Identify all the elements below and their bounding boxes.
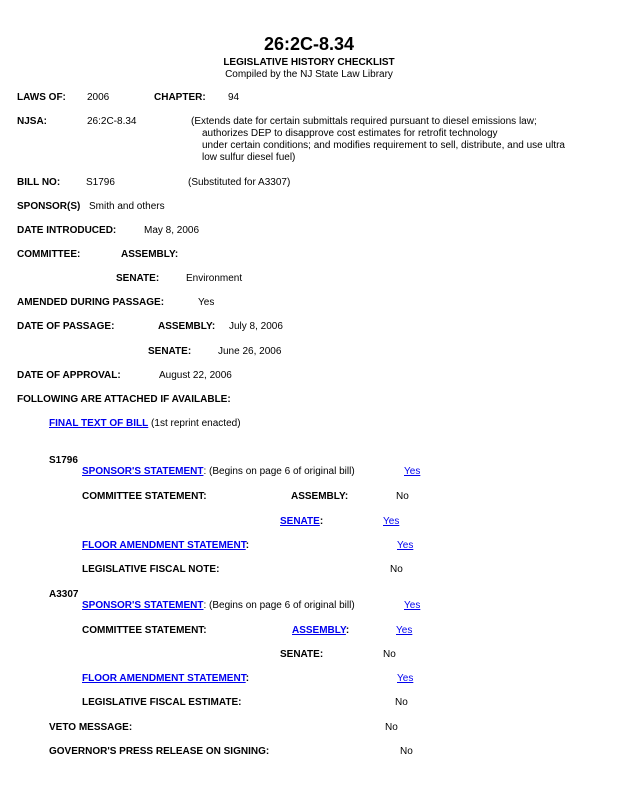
compiled-by: Compiled by the NJ State Law Library [225, 69, 393, 80]
a3307-sponsor-yes-link[interactable]: Yes [404, 600, 421, 611]
press-release-label: GOVERNOR'S PRESS RELEASE ON SIGNING: [49, 746, 270, 757]
sponsor-label: SPONSOR(S) [17, 201, 81, 212]
a3307-committee-label: COMMITTEE STATEMENT: [82, 625, 207, 636]
njsa-desc-line-1: (Extends date for certain submittals required pursuant to diesel emissions law; [191, 116, 537, 127]
passage-senate-value: June 26, 2006 [218, 346, 282, 357]
laws-of-value: 2006 [87, 92, 110, 103]
veto-value: No [385, 722, 398, 733]
a3307-floor-row: FLOOR AMENDMENT STATEMENT: [82, 673, 250, 684]
a3307-fiscal-value: No [395, 697, 408, 708]
chapter-value: 94 [228, 92, 240, 103]
a3307-fiscal-label: LEGISLATIVE FISCAL ESTIMATE: [82, 697, 242, 708]
njsa-label: NJSA: [17, 116, 48, 127]
a3307-floor-amendment-link[interactable]: FLOOR AMENDMENT STATEMENT [82, 673, 246, 684]
a3307-heading: A3307 [49, 589, 79, 600]
s1796-floor-amendment-link[interactable]: FLOOR AMENDMENT STATEMENT [82, 540, 246, 551]
njsa-desc-line-3: under certain conditions; and modifies requirement to sell, distribute, and use ultra [202, 140, 565, 151]
a3307-sponsor-note: : (Begins on page 6 of original bill) [203, 600, 355, 611]
date-of-passage-label: DATE OF PASSAGE: [17, 321, 115, 332]
passage-assembly-value: July 8, 2006 [229, 321, 283, 332]
a3307-floor-yes-link[interactable]: Yes [397, 673, 414, 684]
njsa-value: 26:2C-8.34 [87, 116, 137, 127]
committee-senate-label: SENATE: [116, 273, 160, 284]
committee-label: COMMITTEE: [17, 249, 81, 260]
njsa-desc-line-2: authorizes DEP to disapprove cost estimates for retrofit technology [202, 128, 498, 139]
s1796-sponsor-note: : (Begins on page 6 of original bill) [203, 466, 355, 477]
date-introduced-value: May 8, 2006 [144, 225, 200, 236]
s1796-sponsor-row [82, 466, 355, 477]
s1796-senate-yes-link[interactable]: Yes [383, 516, 400, 527]
final-text-link[interactable]: FINAL TEXT OF BILL [49, 418, 149, 429]
committee-assembly-label: ASSEMBLY: [121, 249, 179, 260]
a3307-senate-value: No [383, 649, 396, 660]
a3307-sponsor-row [82, 600, 355, 611]
s1796-floor-yes-link[interactable]: Yes [397, 540, 414, 551]
a3307-assembly-yes-link[interactable]: Yes [396, 625, 413, 636]
s1796-fiscal-value: No [390, 564, 403, 575]
s1796-assembly-label: ASSEMBLY: [291, 491, 349, 502]
a3307-assembly-link[interactable]: ASSEMBLY [292, 625, 346, 636]
a3307-sponsor-statement-link[interactable]: SPONSOR'S STATEMENT [82, 600, 204, 611]
amended-value: Yes [198, 297, 215, 308]
page-title: 26:2C-8.34 [263, 34, 355, 54]
njsa-desc-line-4: low sulfur diesel fuel) [202, 152, 296, 163]
date-of-approval-label: DATE OF APPROVAL: [17, 370, 121, 381]
final-text-row [49, 418, 241, 429]
laws-of-label: LAWS OF: [17, 92, 66, 103]
date-of-approval-value: August 22, 2006 [159, 370, 232, 381]
sponsor-value: Smith and others [89, 201, 165, 212]
s1796-senate-link[interactable]: SENATE [280, 516, 320, 527]
passage-senate-label: SENATE: [148, 346, 192, 357]
s1796-senate-row: SENATE: [280, 516, 324, 527]
passage-assembly-label: ASSEMBLY: [158, 321, 216, 332]
press-release-value: No [400, 746, 413, 757]
page-subtitle: LEGISLATIVE HISTORY CHECKLIST [223, 57, 395, 68]
s1796-sponsor-statement-link[interactable]: SPONSOR'S STATEMENT [82, 466, 204, 477]
s1796-sponsor-yes-link[interactable]: Yes [404, 466, 421, 477]
s1796-floor-row: FLOOR AMENDMENT STATEMENT: [82, 540, 250, 551]
chapter-label: CHAPTER: [154, 92, 206, 103]
attachments-heading: FOLLOWING ARE ATTACHED IF AVAILABLE: [17, 394, 231, 405]
s1796-committee-label: COMMITTEE STATEMENT: [82, 491, 207, 502]
bill-no-value: S1796 [86, 177, 115, 188]
bill-no-note: (Substituted for A3307) [188, 177, 291, 188]
bill-no-label: BILL NO: [17, 177, 61, 188]
date-introduced-label: DATE INTRODUCED: [17, 225, 117, 236]
a3307-senate-label: SENATE: [280, 649, 324, 660]
veto-label: VETO MESSAGE: [49, 722, 133, 733]
final-text-note: (1st reprint enacted) [151, 418, 241, 429]
s1796-heading: S1796 [49, 455, 78, 466]
amended-label: AMENDED DURING PASSAGE: [17, 297, 165, 308]
a3307-assembly-row: ASSEMBLY: [292, 625, 350, 636]
committee-senate-value: Environment [186, 273, 243, 284]
s1796-assembly-value: No [396, 491, 409, 502]
s1796-fiscal-label: LEGISLATIVE FISCAL NOTE: [82, 564, 220, 575]
